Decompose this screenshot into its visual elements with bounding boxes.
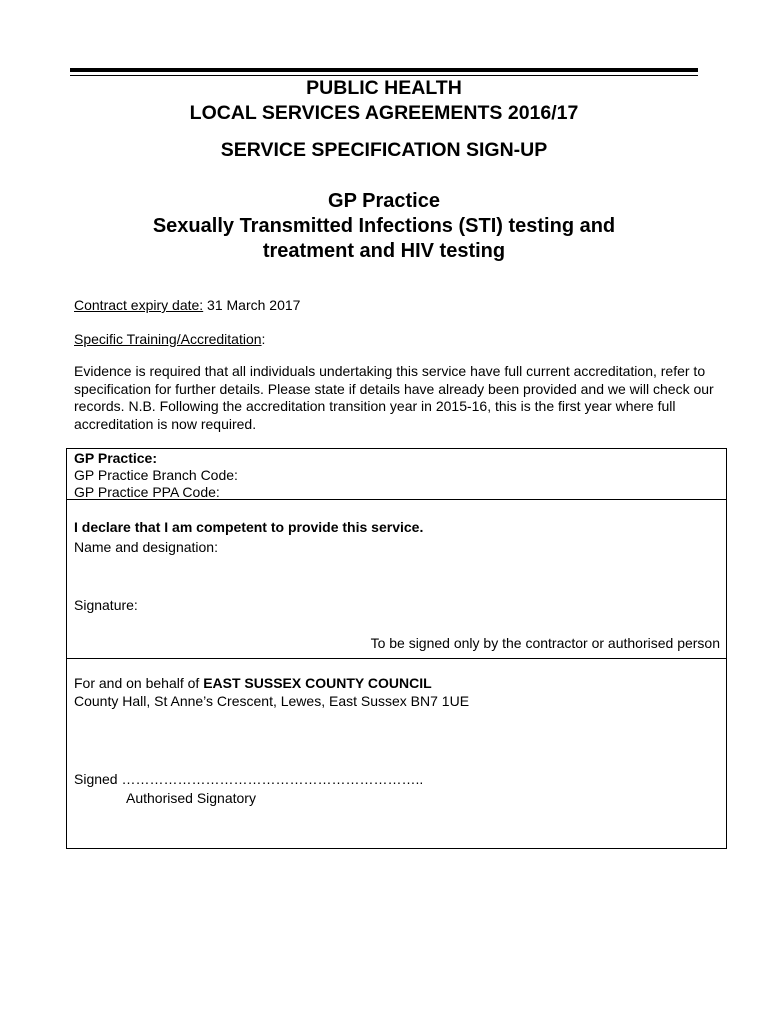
ppa-code-label: GP Practice PPA Code: bbox=[74, 484, 220, 500]
training-label: Specific Training/Accreditation bbox=[74, 331, 262, 347]
signing-note: To be signed only by the contractor or authorised person bbox=[370, 635, 720, 651]
title-sign-up: SERVICE SPECIFICATION SIGN-UP bbox=[220, 139, 548, 161]
signed-line: Signed ……………………………………………………….. bbox=[74, 771, 424, 787]
practice-heading: GP Practice: bbox=[74, 450, 158, 466]
training-heading bbox=[74, 331, 265, 348]
council-address: County Hall, St Anne’s Crescent, Lewes, East Sussex BN7 1UE bbox=[74, 693, 470, 709]
title-service-line1: Sexually Transmitted Infections (STI) testing and bbox=[152, 215, 616, 237]
title-service-line2: treatment and HIV testing bbox=[262, 240, 506, 262]
name-designation-label: Name and designation: bbox=[74, 539, 218, 555]
title-gp-practice: GP Practice bbox=[328, 190, 440, 212]
signature-label: Signature: bbox=[74, 597, 138, 613]
practice-details-box bbox=[66, 448, 727, 500]
evidence-paragraph: Evidence is required that all individuals undertaking this service have full current accreditation, refer to specification for further details. Please state if details have already been provided and we will check our records. N.B. Following the accreditation transition year in 2015-16, this is the first year where full accreditation is now required. bbox=[74, 363, 714, 432]
declaration-text: I declare that I am competent to provide this service. bbox=[74, 519, 424, 535]
council-behalf bbox=[74, 675, 432, 692]
top-rule-thick bbox=[70, 68, 698, 72]
council-name: EAST SUSSEX COUNTY COUNCIL bbox=[203, 675, 432, 691]
training-colon: : bbox=[261, 331, 266, 347]
branch-code-label: GP Practice Branch Code: bbox=[74, 467, 238, 483]
top-rule-thin bbox=[70, 75, 698, 76]
contract-expiry-label: Contract expiry date: bbox=[74, 297, 204, 313]
behalf-prefix: For and on behalf of bbox=[74, 675, 204, 691]
title-agreements: LOCAL SERVICES AGREEMENTS 2016/17 bbox=[189, 102, 579, 124]
declaration-box bbox=[66, 499, 727, 659]
title-public-health: PUBLIC HEALTH bbox=[306, 77, 462, 99]
authorised-signatory: Authorised Signatory bbox=[126, 790, 256, 806]
council-box bbox=[66, 658, 727, 849]
contract-expiry bbox=[74, 297, 300, 314]
contract-expiry-value: 31 March 2017 bbox=[203, 297, 301, 313]
